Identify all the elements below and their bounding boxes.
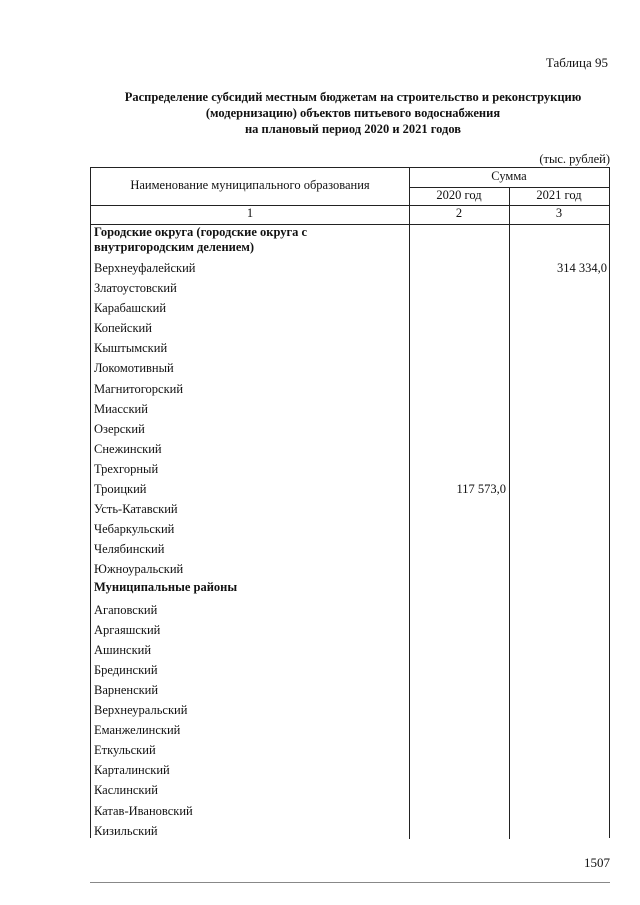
table-row <box>91 740 609 760</box>
municipality-name: Аргаяшский <box>94 622 161 637</box>
title-line-2: (модернизацию) объектов питьевого водоснабжения <box>205 106 501 120</box>
document-title <box>88 89 618 137</box>
municipality-name: Снежинский <box>94 441 162 456</box>
table-row <box>91 318 609 338</box>
header-col-number-1: 1 <box>246 206 254 220</box>
page-number: 1507 <box>584 855 610 870</box>
municipality-name: Троицкий <box>94 482 147 497</box>
table-row <box>91 580 609 600</box>
section-heading: Муниципальные районы <box>94 579 238 594</box>
municipality-name: Еманжелинский <box>94 723 181 738</box>
table-row <box>91 780 609 800</box>
table-row <box>91 479 609 499</box>
table-row <box>91 700 609 720</box>
header-col-number-3: 3 <box>555 206 563 220</box>
municipality-name: Ашинский <box>94 642 152 657</box>
title-line-1: Распределение субсидий местным бюджетам на строительство и реконструкцию <box>124 90 582 104</box>
municipality-name: Варненский <box>94 682 159 697</box>
table-row <box>91 459 609 479</box>
table-row <box>91 660 609 680</box>
municipality-name: Верхнеуфалейский <box>94 261 196 275</box>
municipality-name: Карабашский <box>94 301 167 316</box>
table-row <box>91 499 609 519</box>
table-row <box>91 519 609 539</box>
table-row <box>91 620 609 640</box>
table-row <box>91 379 609 399</box>
table-row <box>91 760 609 780</box>
table-row <box>91 419 609 439</box>
municipality-name: Миасский <box>94 401 148 416</box>
table-row <box>91 539 609 559</box>
table-row <box>91 338 609 358</box>
subsidy-table <box>90 167 610 838</box>
header-sum-group: Сумма <box>491 169 527 183</box>
amount-2020: 117 573,0 <box>456 482 506 497</box>
header-year-2020: 2020 год <box>436 188 482 202</box>
municipality-name: Усть-Катавский <box>94 502 178 517</box>
table-row <box>91 680 609 700</box>
municipality-name: Кыштымский <box>94 341 168 356</box>
municipality-name: Брединский <box>94 662 158 677</box>
municipality-name: Еткульский <box>94 743 156 758</box>
table-row <box>91 258 609 278</box>
municipality-name: Копейский <box>94 321 152 336</box>
municipality-name: Челябинский <box>94 542 165 557</box>
section-heading: Городские округа (городские округа с внутригородским делением) <box>94 225 308 254</box>
header-name-column: Наименование муниципального образования <box>130 178 370 192</box>
table-body <box>91 225 609 841</box>
title-line-3: на плановый период 2020 и 2021 годов <box>244 122 462 136</box>
table-row <box>91 358 609 378</box>
table-row <box>91 278 609 298</box>
municipality-name: Каслинский <box>94 783 158 798</box>
table-row <box>91 600 609 620</box>
municipality-name: Южноуральский <box>94 562 184 577</box>
table-row <box>91 801 609 821</box>
amount-2021: 314 334,0 <box>557 261 607 275</box>
table-label: Таблица 95 <box>545 55 608 70</box>
table-row <box>91 821 609 841</box>
municipality-name: Озерский <box>94 421 145 436</box>
table-row <box>91 559 609 579</box>
table-row <box>91 640 609 660</box>
municipality-name: Агаповский <box>94 602 158 617</box>
municipality-name: Катав-Ивановский <box>94 803 193 818</box>
municipality-name: Магнитогорский <box>94 381 184 396</box>
footer-rule <box>90 882 610 883</box>
municipality-name: Верхнеуральский <box>94 703 188 718</box>
municipality-name: Чебаркульский <box>94 522 175 537</box>
header-year-2021: 2021 год <box>536 188 582 202</box>
header-col-number-2: 2 <box>455 206 463 220</box>
table-row <box>91 439 609 459</box>
municipality-name: Карталинский <box>94 763 170 778</box>
municipality-name: Трехгорный <box>94 461 159 476</box>
units-label: (тыс. рублей) <box>539 152 610 166</box>
municipality-name: Кизильский <box>94 823 158 838</box>
municipality-name: Златоустовский <box>94 281 177 296</box>
table-row <box>91 720 609 740</box>
municipality-name: Локомотивный <box>94 361 174 376</box>
table-row <box>91 298 609 318</box>
table-row <box>91 225 609 258</box>
table-row <box>91 399 609 419</box>
